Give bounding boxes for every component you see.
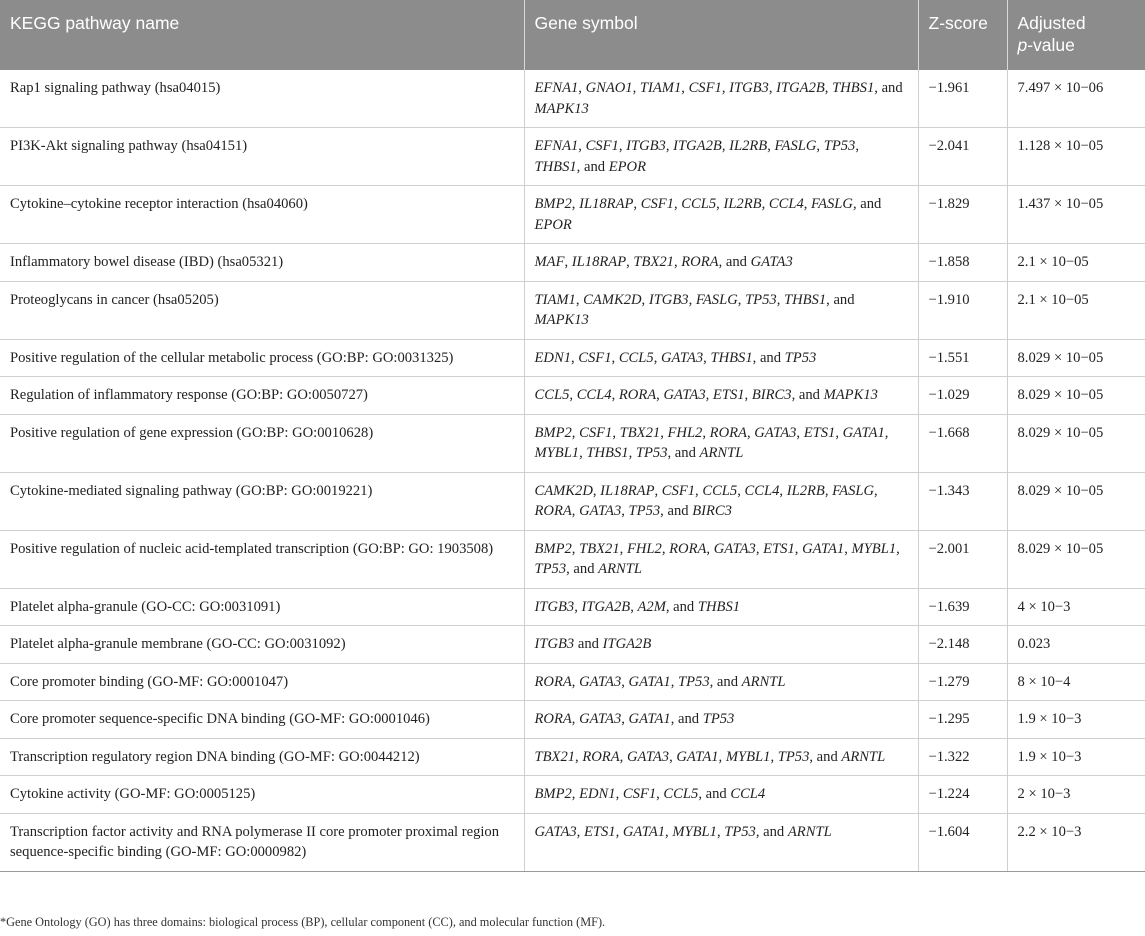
gene-symbol: THBS1 (832, 80, 875, 96)
gene-symbol: FASLG (832, 482, 875, 499)
gene-symbol: TP53 (534, 561, 567, 577)
gene-symbols-cell: BMP2, TBX21, FHL2, RORA, GATA3, ETS1, GATA1, MYBL1, TP53, and ARNTL (524, 530, 918, 588)
gene-symbol: ETS1 (803, 424, 836, 441)
gene-symbol: GATA3 (663, 387, 706, 403)
gene-symbol: MYBL1 (534, 445, 580, 461)
gene-symbol: TIAM1 (639, 80, 682, 96)
table-row (0, 281, 1145, 339)
table-row (0, 128, 1145, 186)
adjusted-pvalue-cell: 1.437 × 10−05 (1007, 186, 1145, 244)
gene-symbol: TBX21 (633, 254, 674, 270)
table-row (0, 244, 1145, 282)
gene-symbol: RORA (582, 748, 620, 765)
gene-symbol: RORA (534, 503, 572, 519)
gene-symbol: THBS1 (697, 598, 741, 615)
table-row (0, 186, 1145, 244)
gene-symbol: BMP2 (534, 196, 572, 212)
pathway-name-cell: Cytokine–cytokine receptor interaction (hsa04060) (0, 186, 524, 244)
gene-symbol: CAMK2D (583, 291, 642, 308)
gene-symbol: A2M (637, 598, 666, 615)
gene-symbol: GATA3 (534, 823, 577, 840)
gene-symbol: ITGB3 (626, 138, 666, 154)
gene-symbol: FHL2 (667, 424, 703, 441)
adjusted-pvalue-cell: 4 × 10−3 (1007, 588, 1145, 626)
gene-symbols-cell: CAMK2D, IL18RAP, CSF1, CCL5, CCL4, IL2RB, FASLG, RORA, GATA3, TP53, and BIRC3 (524, 472, 918, 530)
gene-symbol: IL18RAP (571, 254, 627, 270)
zscore-cell: −1.639 (918, 588, 1007, 626)
gene-symbol: ARNTL (841, 748, 886, 765)
gene-symbol: TP53 (724, 823, 756, 840)
table-row (0, 738, 1145, 776)
gene-symbols-cell: BMP2, IL18RAP, CSF1, CCL5, IL2RB, CCL4, FASLG, and EPOR (524, 186, 918, 244)
table-row (0, 339, 1145, 377)
gene-symbol: ARNTL (699, 445, 744, 461)
gene-symbol: BMP2 (534, 786, 572, 802)
gene-symbols-cell: EFNA1, CSF1, ITGB3, ITGA2B, IL2RB, FASLG, TP53, THBS1, and EPOR (524, 128, 918, 186)
gene-symbol: FASLG (774, 138, 817, 154)
table-header (0, 0, 1145, 70)
gene-symbol: CSF1 (579, 424, 613, 441)
gene-symbol: GATA3 (579, 503, 622, 519)
pathway-name-cell: Cytokine-mediated signaling pathway (GO:BP: GO:0019221) (0, 472, 524, 530)
zscore-cell: −2.001 (918, 530, 1007, 588)
pathway-name-cell: Core promoter sequence-specific DNA binding (GO-MF: GO:0001046) (0, 701, 524, 739)
gene-symbol: GATA3 (626, 748, 670, 765)
table-row (0, 530, 1145, 588)
table-row (0, 663, 1145, 701)
gene-symbol: TBX21 (579, 540, 620, 557)
table-row (0, 701, 1145, 739)
gene-symbol: FASLG (695, 291, 738, 308)
gene-symbol: TP53 (784, 349, 817, 366)
zscore-cell: −1.858 (918, 244, 1007, 282)
adjusted-pvalue-cell: 2.1 × 10−05 (1007, 244, 1145, 282)
gene-symbol: ETS1 (583, 823, 616, 840)
gene-symbol: GATA3 (754, 424, 797, 441)
gene-symbol: EFNA1 (534, 138, 579, 154)
gene-symbol: GATA3 (661, 349, 704, 366)
pathway-name-cell: Rap1 signaling pathway (hsa04015) (0, 70, 524, 128)
header-pvalue-suffix: -value (1027, 35, 1075, 55)
adjusted-pvalue-cell: 1.9 × 10−3 (1007, 701, 1145, 739)
gene-symbol: ITGA2B (581, 598, 631, 615)
gene-symbol: ITGB3 (534, 598, 575, 615)
zscore-cell: −1.961 (918, 70, 1007, 128)
zscore-cell: −1.668 (918, 414, 1007, 472)
adjusted-pvalue-cell: 8.029 × 10−05 (1007, 472, 1145, 530)
adjusted-pvalue-cell: 8.029 × 10−05 (1007, 530, 1145, 588)
header-pvalue-prefix: Adjusted (1017, 13, 1086, 33)
gene-symbol: GATA1 (842, 424, 885, 441)
adjusted-pvalue-cell: 8.029 × 10−05 (1007, 377, 1145, 415)
gene-symbol: CAMK2D (534, 482, 593, 499)
gene-symbols-cell: CCL5, CCL4, RORA, GATA3, ETS1, BIRC3, and MAPK13 (524, 377, 918, 415)
gene-symbol: GNAO1 (585, 80, 633, 96)
adjusted-pvalue-cell: 2.1 × 10−05 (1007, 281, 1145, 339)
zscore-cell: −1.551 (918, 339, 1007, 377)
gene-symbol: TP53 (702, 711, 735, 727)
gene-symbol: CSF1 (622, 786, 657, 802)
gene-symbols-cell: GATA3, ETS1, GATA1, MYBL1, TP53, and ARNTL (524, 813, 918, 871)
pathway-name-cell: Transcription regulatory region DNA binding (GO-MF: GO:0044212) (0, 738, 524, 776)
gene-symbol: RORA (669, 540, 707, 557)
gene-symbol: CSF1 (578, 349, 612, 366)
pathway-name-cell: Positive regulation of the cellular metabolic process (GO:BP: GO:0031325) (0, 339, 524, 377)
pathway-name-cell: Inflammatory bowel disease (IBD) (hsa05321) (0, 244, 524, 282)
table-row (0, 414, 1145, 472)
gene-symbol: MYBL1 (851, 540, 897, 557)
gene-symbol: IL18RAP (579, 196, 634, 212)
gene-symbol: EPOR (608, 158, 646, 175)
gene-symbol: CSF1 (661, 482, 696, 499)
gene-symbol: THBS1 (534, 158, 577, 175)
gene-symbol: GATA1 (676, 748, 719, 765)
pathway-name-cell: Proteoglycans in cancer (hsa05205) (0, 281, 524, 339)
gene-symbol: THBS1 (710, 349, 753, 366)
header-row (0, 0, 1145, 70)
gene-symbol: CSF1 (640, 196, 674, 212)
zscore-cell: −1.029 (918, 377, 1007, 415)
gene-symbol: CCL4 (730, 786, 766, 802)
gene-symbol: MAPK13 (534, 100, 589, 117)
header-pvalue-italic: p (1017, 35, 1028, 55)
header-genes: Gene symbol (524, 0, 918, 70)
zscore-cell: −2.148 (918, 626, 1007, 664)
gene-symbol: GATA3 (713, 540, 756, 557)
gene-symbols-cell: EDN1, CSF1, CCL5, GATA3, THBS1, and TP53 (524, 339, 918, 377)
gene-symbol: ETS1 (763, 540, 795, 557)
gene-symbol: EDN1 (579, 786, 616, 802)
zscore-cell: −1.910 (918, 281, 1007, 339)
gene-symbol: GATA3 (579, 711, 622, 727)
adjusted-pvalue-cell: 1.128 × 10−05 (1007, 128, 1145, 186)
gene-symbol: TIAM1 (534, 291, 576, 308)
gene-symbol: EDN1 (534, 349, 571, 366)
gene-symbol: CCL5 (663, 786, 699, 802)
zscore-cell: −1.279 (918, 663, 1007, 701)
pathway-name-cell: Positive regulation of nucleic acid-templated transcription (GO:BP: GO: 1903508) (0, 530, 524, 588)
gene-symbol: FHL2 (626, 540, 662, 557)
gene-symbols-cell: ITGB3, ITGA2B, A2M, and THBS1 (524, 588, 918, 626)
zscore-cell: −1.295 (918, 701, 1007, 739)
pathway-name-cell: Regulation of inflammatory response (GO:BP: GO:0050727) (0, 377, 524, 415)
gene-symbol: THBS1 (783, 291, 827, 308)
gene-symbol: BIRC3 (692, 503, 732, 519)
gene-symbol: GATA3 (750, 254, 793, 270)
gene-symbol: IL2RB (729, 138, 768, 154)
gene-symbols-cell: ITGB3 and ITGA2B (524, 626, 918, 664)
gene-symbol: GATA1 (628, 673, 671, 690)
gene-symbol: MYBL1 (672, 823, 717, 840)
gene-symbols-cell: TIAM1, CAMK2D, ITGB3, FASLG, TP53, THBS1, and MAPK13 (524, 281, 918, 339)
table-row (0, 70, 1145, 128)
gene-symbol: TP53 (635, 445, 668, 461)
gene-symbol: TBX21 (619, 424, 661, 441)
gene-symbol: GATA1 (628, 711, 671, 727)
gene-symbol: CCL5 (702, 482, 738, 499)
pathway-name-cell: Platelet alpha-granule membrane (GO-CC: GO:0031092) (0, 626, 524, 664)
adjusted-pvalue-cell: 8 × 10−4 (1007, 663, 1145, 701)
gene-symbol: TP53 (678, 673, 710, 690)
gene-symbol: CCL4 (768, 196, 804, 212)
gene-symbol: CSF1 (585, 138, 619, 154)
gene-symbol: EFNA1 (534, 80, 579, 96)
adjusted-pvalue-cell: 7.497 × 10−06 (1007, 70, 1145, 128)
gene-symbol: TBX21 (534, 748, 576, 765)
gene-symbols-cell: RORA, GATA3, GATA1, TP53, and ARNTL (524, 663, 918, 701)
gene-symbols-cell: MAF, IL18RAP, TBX21, RORA, and GATA3 (524, 244, 918, 282)
pathway-name-cell: Cytokine activity (GO-MF: GO:0005125) (0, 776, 524, 814)
gene-symbol: RORA (534, 673, 572, 690)
gene-symbols-cell: TBX21, RORA, GATA3, GATA1, MYBL1, TP53, and ARNTL (524, 738, 918, 776)
header-pathway: KEGG pathway name (0, 0, 524, 70)
gene-symbol: GATA1 (802, 540, 845, 557)
adjusted-pvalue-cell: 8.029 × 10−05 (1007, 414, 1145, 472)
table-row (0, 588, 1145, 626)
gene-symbol: MAPK13 (534, 312, 589, 328)
gene-symbol: RORA (709, 424, 747, 441)
gene-symbol: ARNTL (787, 823, 832, 840)
zscore-cell: −1.604 (918, 813, 1007, 871)
header-zscore: Z-score (918, 0, 1007, 70)
table-body (0, 70, 1145, 871)
adjusted-pvalue-cell: 8.029 × 10−05 (1007, 339, 1145, 377)
gene-symbol: RORA (618, 387, 657, 403)
gene-symbols-cell: BMP2, CSF1, TBX21, FHL2, RORA, GATA3, ETS1, GATA1, MYBL1, THBS1, TP53, and ARNTL (524, 414, 918, 472)
adjusted-pvalue-cell: 2 × 10−3 (1007, 776, 1145, 814)
gene-symbol: RORA (534, 711, 572, 727)
pathway-name-cell: Transcription factor activity and RNA polymerase II core promoter proximal region sequence-specific binding (GO-MF: GO:0000982) (0, 813, 524, 871)
adjusted-pvalue-cell: 2.2 × 10−3 (1007, 813, 1145, 871)
gene-symbol: ITGA2B (776, 80, 825, 96)
gene-symbol: CCL5 (618, 349, 654, 366)
table-row (0, 626, 1145, 664)
gene-symbol: CCL4 (576, 387, 612, 403)
gene-symbol: MAPK13 (823, 387, 878, 403)
zscore-cell: −1.224 (918, 776, 1007, 814)
gene-symbol: ITGB3 (534, 636, 575, 652)
gene-symbol: RORA (681, 254, 719, 270)
gene-symbol: ITGA2B (602, 636, 652, 652)
gene-symbol: TP53 (823, 138, 856, 154)
pathway-name-cell: Core promoter binding (GO-MF: GO:0001047) (0, 663, 524, 701)
table-row (0, 776, 1145, 814)
gene-symbols-cell: EFNA1, GNAO1, TIAM1, CSF1, ITGB3, ITGA2B, THBS1, and MAPK13 (524, 70, 918, 128)
table-row (0, 813, 1145, 871)
gene-symbol: CSF1 (688, 80, 722, 96)
pathway-name-cell: Positive regulation of gene expression (GO:BP: GO:0010628) (0, 414, 524, 472)
adjusted-pvalue-cell: 0.023 (1007, 626, 1145, 664)
gene-symbol: CCL5 (534, 387, 570, 403)
gene-symbol: BIRC3 (751, 387, 792, 403)
gene-symbol: ITGB3 (648, 291, 689, 308)
zscore-cell: −2.041 (918, 128, 1007, 186)
pathway-name-cell: PI3K-Akt signaling pathway (hsa04151) (0, 128, 524, 186)
gene-symbol: CCL5 (681, 196, 717, 212)
table-row (0, 472, 1145, 530)
gene-symbols-cell: BMP2, EDN1, CSF1, CCL5, and CCL4 (524, 776, 918, 814)
gene-symbols-cell: RORA, GATA3, GATA1, and TP53 (524, 701, 918, 739)
gene-symbol: BMP2 (534, 424, 572, 441)
gene-symbol: MAF (534, 254, 565, 270)
gene-symbol: EPOR (534, 216, 572, 233)
gene-symbol: GATA3 (579, 673, 622, 690)
table-footnote: *Gene Ontology (GO) has three domains: biological process (BP), cellular component (CC), and molecular function (MF). (0, 915, 606, 929)
gene-symbol: TP53 (628, 503, 661, 519)
gene-symbol: ETS1 (712, 387, 745, 403)
adjusted-pvalue-cell: 1.9 × 10−3 (1007, 738, 1145, 776)
gene-symbol: TP53 (745, 291, 777, 308)
gene-symbol: ITGA2B (673, 138, 722, 154)
gene-symbol: ARNTL (598, 561, 642, 577)
pathway-name-cell: Platelet alpha-granule (GO-CC: GO:0031091) (0, 588, 524, 626)
zscore-cell: −1.322 (918, 738, 1007, 776)
gene-symbol: CCL4 (744, 482, 780, 499)
gene-symbol: THBS1 (586, 445, 629, 461)
table-row (0, 377, 1145, 415)
gene-symbol: GATA1 (622, 823, 666, 840)
gene-symbol: TP53 (777, 748, 810, 765)
header-pvalue (1007, 0, 1145, 70)
gene-symbol: ITGB3 (729, 80, 769, 96)
zscore-cell: −1.343 (918, 472, 1007, 530)
gene-symbol: IL2RB (786, 482, 825, 499)
gene-symbol: IL2RB (723, 196, 762, 212)
gene-symbol: FASLG (811, 196, 853, 212)
zscore-cell: −1.829 (918, 186, 1007, 244)
gene-symbol: IL18RAP (600, 482, 655, 499)
gene-symbol: BMP2 (534, 540, 572, 557)
gene-symbol: MYBL1 (725, 748, 771, 765)
gene-symbol: ARNTL (741, 673, 786, 690)
